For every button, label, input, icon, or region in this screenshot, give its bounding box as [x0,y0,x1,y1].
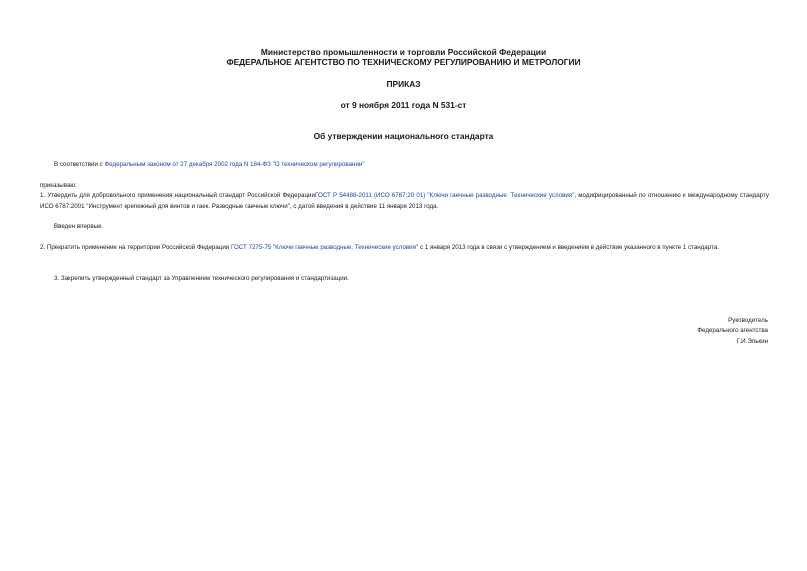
order-subject: Об утверждении национального стандарта [313,131,494,141]
paragraph-basis-text: В соответствии с [54,161,105,168]
gost-r-54488-link[interactable]: ГОСТ Р 54488-2011 (ИСО 6787:20 01) "Ключи гаечные разводные. Технические условия" [314,192,575,199]
paragraph-order-word: приказываю: [40,182,77,189]
item-1-text: 1. Утвердить для добровольного применения национальный стандарт Российской Федерации [40,192,315,199]
item-2-suffix: с 1 января 2013 года в связи с утверждением и введением в действие указанного в пункте 1 стандарта. [418,244,719,251]
federal-law-link[interactable]: Федеральным законом от 27 декабря 2002 года N 184-ФЗ "О техническом регулировании" [104,161,365,168]
paragraph-basis [54,160,365,171]
item-1-suffix: , модифицированный по отношению к международному стандарту ИСО 6787:2001 "Инструмент крепежный для винтов и гаек. Разводные гаечные ключи", с датой введения в действие 11 января 2013 года. [40,192,769,210]
agency-heading: ФЕДЕРАЛЬНОЕ АГЕНТСТВО ПО ТЕХНИЧЕСКОМУ РЕГУЛИРОВАНИЮ И МЕТРОЛОГИИ [226,57,581,67]
gost-7275-link[interactable]: ГОСТ 7275-75 "Ключи гаечные разводные. Технические условия" [230,244,419,251]
order-date: от 9 ноября 2011 года N 531-ст [340,100,467,110]
paragraph-item-2 [40,243,769,254]
paragraph-introduced: Введен впервые. [54,223,104,230]
ministry-heading: Министерство промышленности и торговли Российской Федерации [260,47,547,57]
paragraph-item-1 [40,191,769,212]
order-title: ПРИКАЗ [386,79,421,89]
paragraph-item-3: 3. Закрепить утвержденный стандарт за Управлением технического регулирования и стандартизации. [54,275,349,282]
signature-title-2: Федерального агентства [697,327,768,334]
signature-name: Г.И.Элькин [736,338,768,345]
signature-title-1: Руководитель [728,317,768,324]
item-2-text: 2. Прекратить применение на территории Российской Федерации [40,244,231,251]
